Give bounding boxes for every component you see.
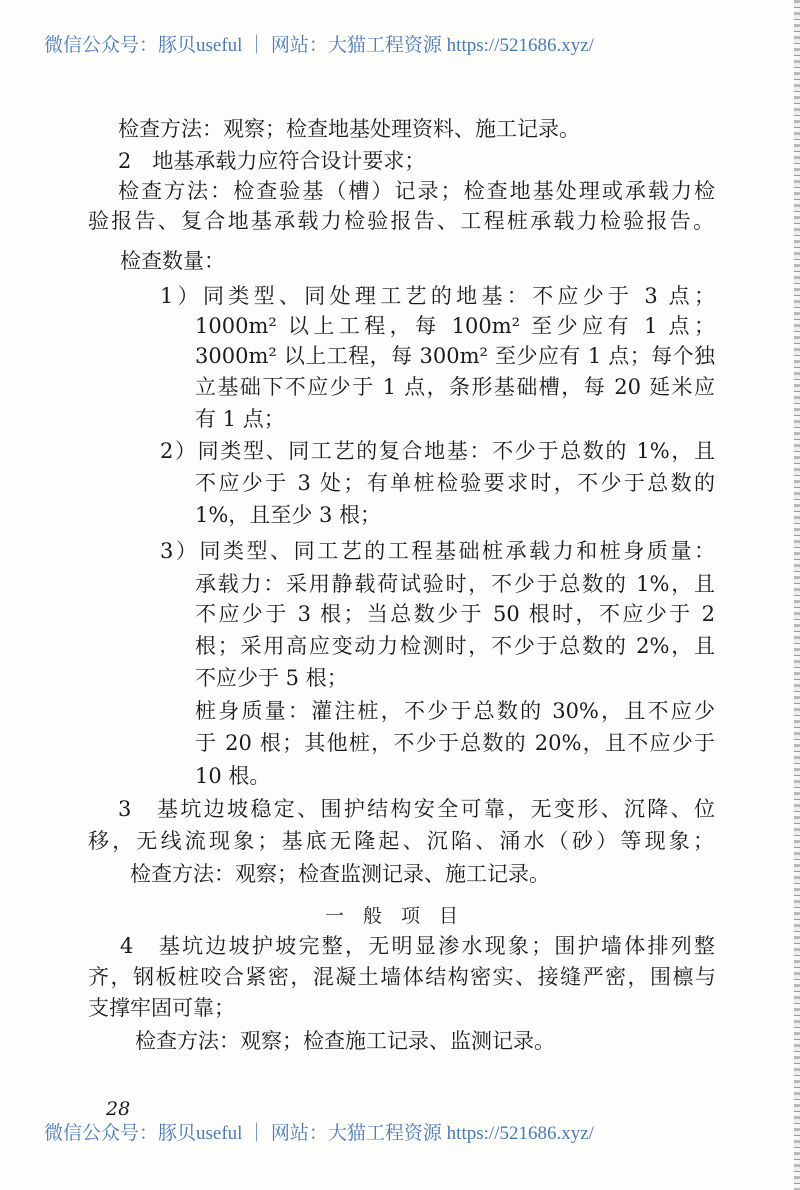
clause-4: 4 基坑边坡护坡完整，无明显渗水现象；围护墙体排列整: [120, 934, 715, 958]
text-line: 检查方法：观察；检查监测记录、施工记录。: [130, 862, 550, 886]
text-line: 桩身质量：灌注桩，不少于总数的 30%，且不应少: [195, 699, 715, 723]
watermark-header: 微信公众号：豚贝useful ｜ 网站：大猫工程资源 https://521686.xyz/: [44, 35, 594, 56]
scan-edge: [794, 0, 800, 1190]
section-heading: 一 般 项 目: [325, 905, 459, 927]
text-line: 检查方法：观察；检查地基处理资料、施工记录。: [118, 117, 580, 141]
list-item-2: 2）同类型、同工艺的复合地基：不少于总数的 1%，且: [160, 439, 715, 463]
text-line: 齐，钢板桩咬合紧密，混凝土墙体结构密实、接缝严密，围檩与: [88, 965, 715, 989]
text-line: 检查方法：检查验基（槽）记录；检查地基处理或承载力检: [118, 179, 715, 203]
clause-3: 3 基坑边坡稳定、围护结构安全可靠，无变形、沉降、位: [118, 797, 715, 821]
text-line: 不应少于 3 根；当总数少于 50 根时，不应少于 2: [195, 602, 715, 626]
list-item-3: 3）同类型、同工艺的工程基础桩承载力和桩身质量：: [160, 539, 715, 563]
text-line: 1%，且至少 3 根；: [195, 503, 382, 527]
text-line: 不应少于 3 处；有单桩检验要求时，不少于总数的: [195, 471, 715, 495]
text-line: 移，无线流现象；基底无隆起、沉陷、涌水（砂）等现象；: [88, 829, 714, 853]
text-line: 支撑牢固可靠；: [88, 996, 235, 1020]
text-line: 验报告、复合地基承载力检验报告、工程桩承载力检验报告。: [88, 209, 714, 233]
page-number: 28: [106, 1098, 131, 1120]
text-line: 3000m² 以上工程，每 300m² 至少应有 1 点；每个独: [195, 344, 715, 368]
text-line: 不应少于 5 根；: [195, 666, 348, 690]
text-line: 于 20 根；其他桩，不少于总数的 20%，且不应少于: [195, 731, 715, 755]
text-line: 有 1 点；: [195, 407, 285, 431]
text-line: 立基础下不应少于 1 点，条形基础槽，每 20 延米应: [195, 375, 715, 399]
clause-2: 2 地基承载力应符合设计要求；: [118, 149, 426, 173]
text-line: 检查方法：观察；检查施工记录、监测记录。: [135, 1029, 555, 1053]
list-item-1: 1）同类型、同处理工艺的地基：不应少于 3 点；: [160, 284, 715, 308]
text-line: 承载力：采用静载荷试验时，不少于总数的 1%，且: [195, 572, 715, 596]
text-line: 检查数量：: [120, 249, 225, 273]
watermark-footer: 微信公众号：豚贝useful ｜ 网站：大猫工程资源 https://521686.xyz/: [44, 1123, 594, 1144]
text-line: 1000m² 以上工程，每 100m² 至少应有 1 点；: [195, 314, 715, 338]
text-line: 10 根。: [195, 764, 271, 788]
text-line: 根；采用高应变动力检测时，不少于总数的 2%，且: [195, 634, 715, 658]
